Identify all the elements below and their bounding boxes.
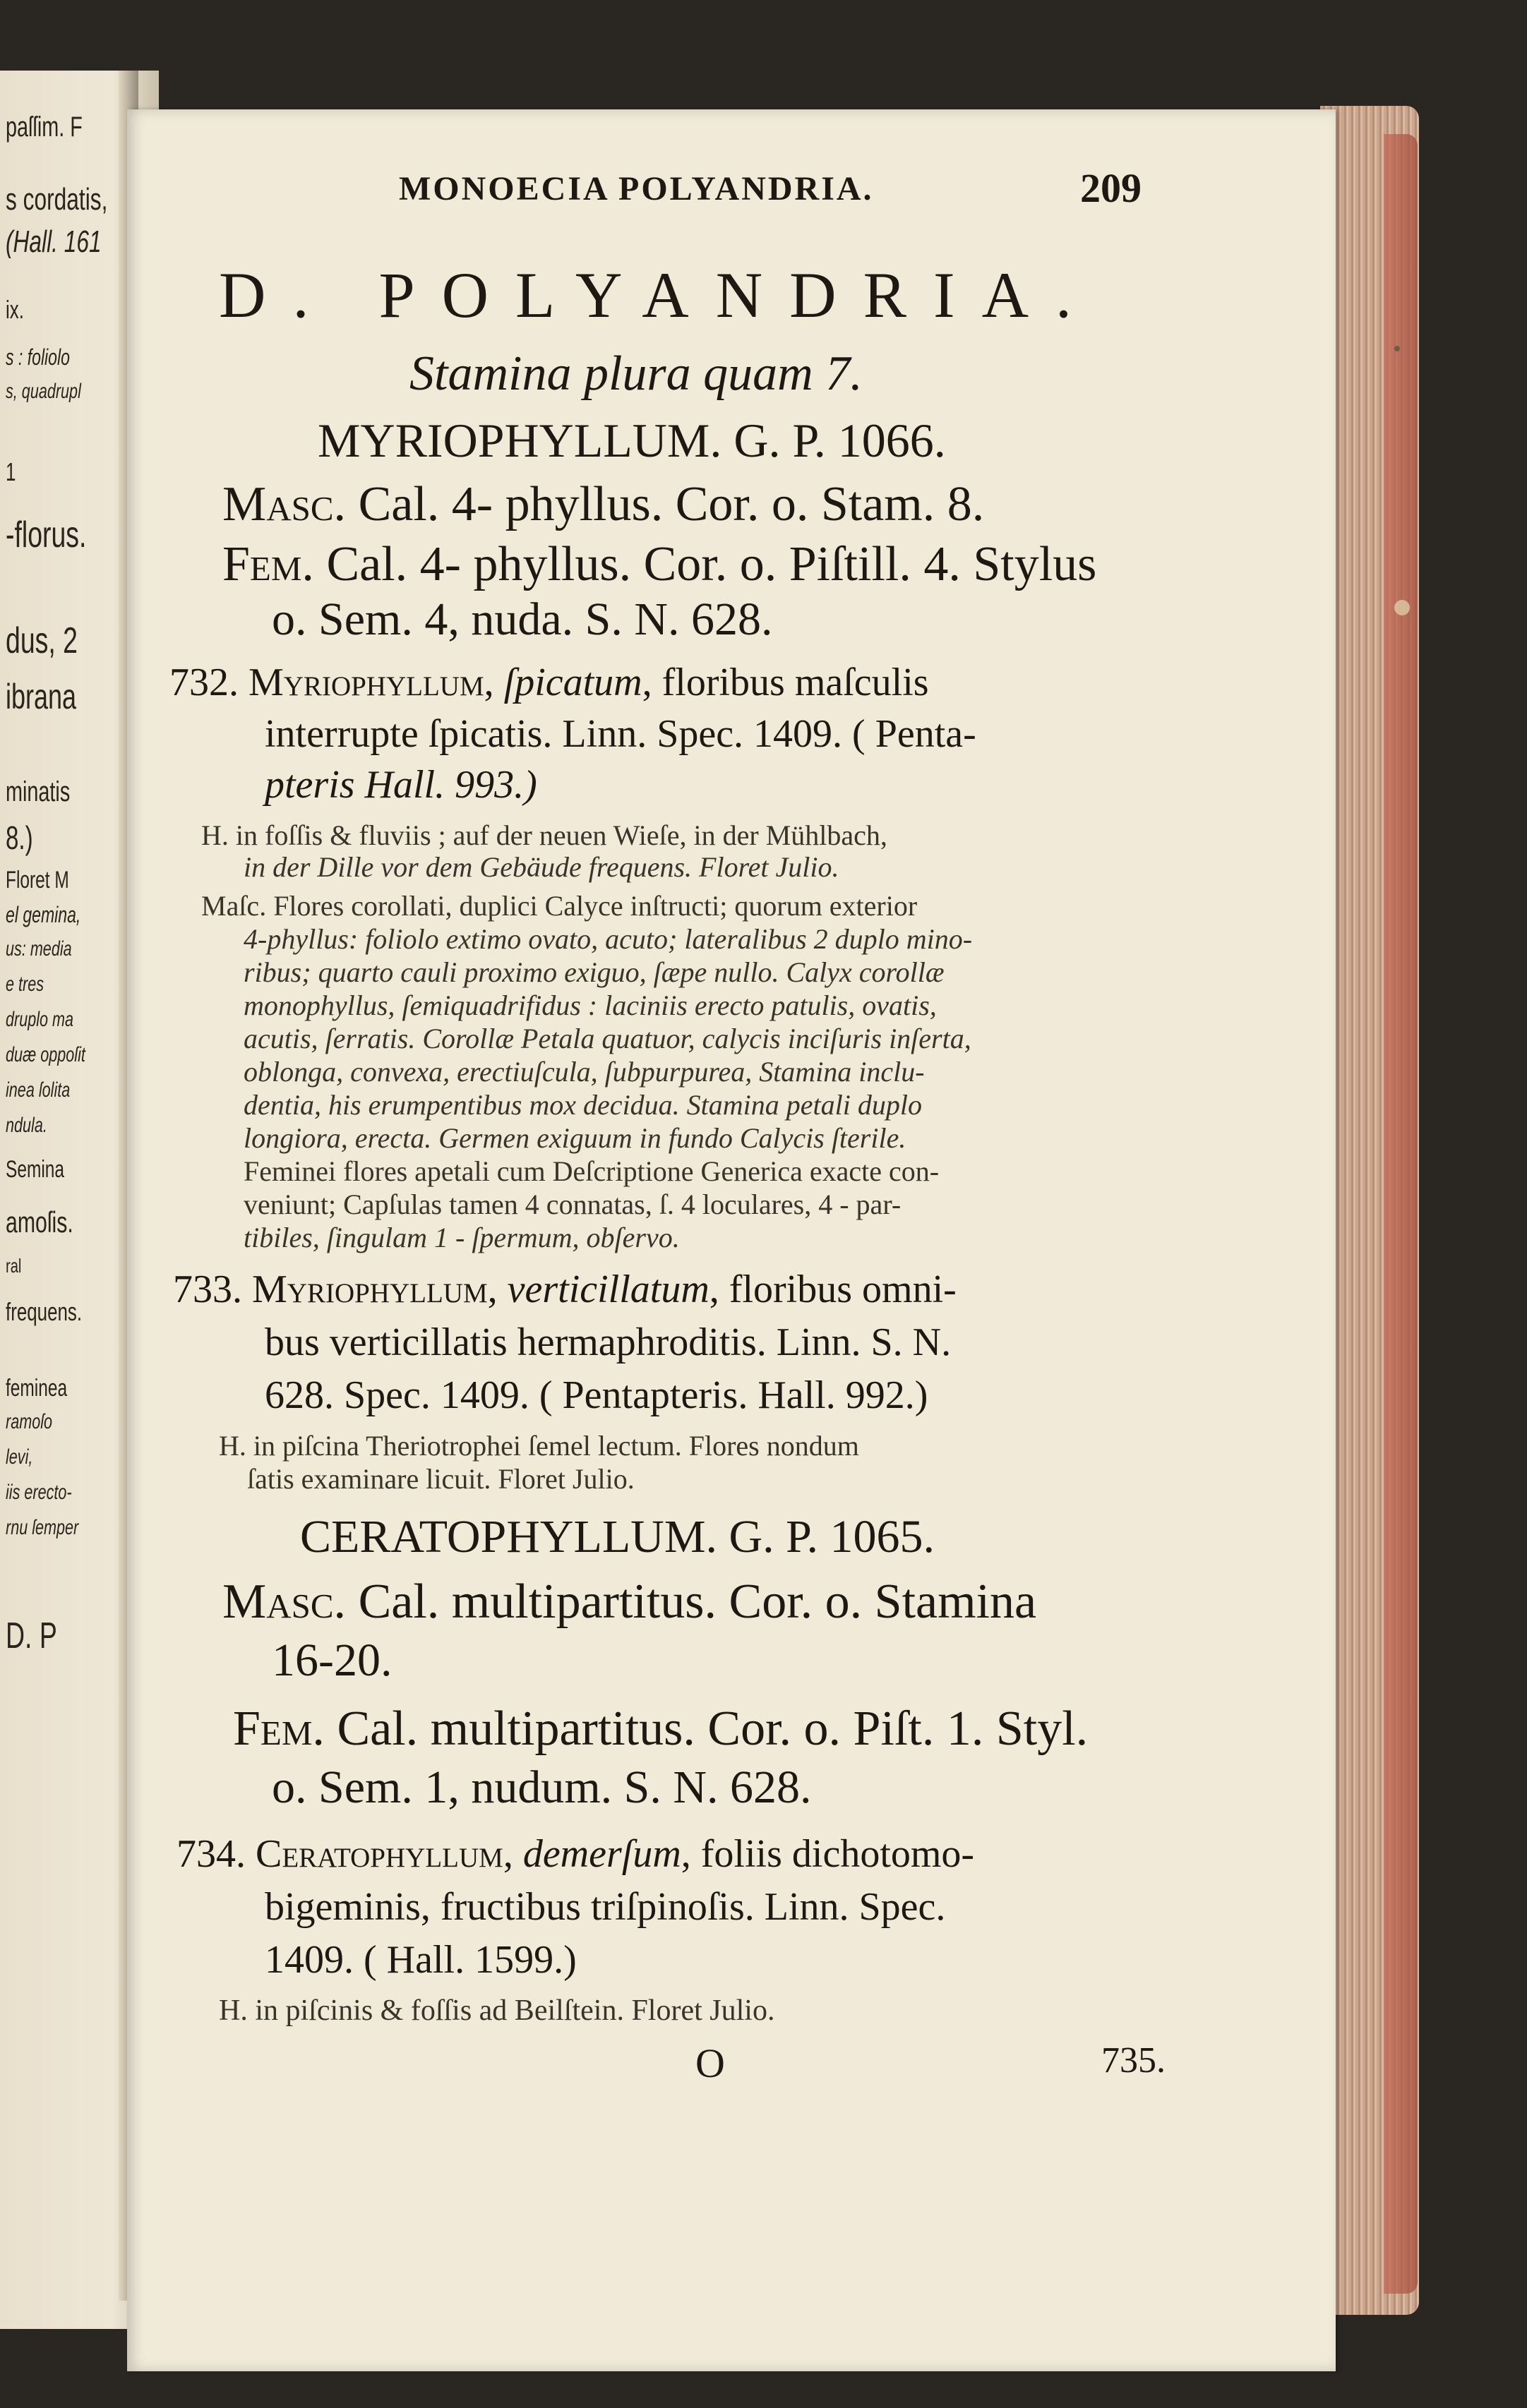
catchword: 735.	[1101, 2040, 1166, 2081]
species-734-line1: 734. Ceratophyllum, demerſum, foliis dichotomo-	[176, 1832, 975, 1876]
ink-dot	[1394, 346, 1400, 351]
species-genus: Myriophyllum	[248, 661, 484, 704]
fem-text: Cal. 4- phyllus. Cor. o. Piſtill. 4. Stylus	[326, 537, 1097, 591]
fem-text: Cal. multipartitus. Cor. o. Piſt. 1. Styl.	[337, 1702, 1089, 1756]
fem-label: Fem.	[233, 1702, 325, 1756]
prev-fragment: amoſis.	[6, 1205, 73, 1239]
current-page	[127, 109, 1336, 2371]
species-732-line1: 732. Myriophyllum, ſpicatum, floribus maſculis	[169, 661, 929, 704]
prev-fragment: levi,	[6, 1445, 33, 1469]
species-number: 734.	[176, 1832, 246, 1876]
prev-fragment: iis erecto-	[6, 1481, 72, 1504]
genus-masc-line	[222, 476, 984, 533]
prev-fragment: 1	[6, 457, 16, 486]
page-number: 209	[1080, 165, 1142, 211]
prev-fragment: s, quadrupl	[6, 380, 81, 403]
prev-fragment: druplo ma	[6, 1008, 74, 1031]
red-page-edges	[1384, 134, 1418, 2294]
description-line: oblonga, convexa, erectiuſcula, ſubpurpurea, Stamina inclu-	[244, 1056, 925, 1088]
prev-fragment: ndula.	[6, 1114, 47, 1137]
species-number: 733.	[173, 1268, 242, 1311]
signature-mark: O	[695, 2040, 725, 2086]
species-genus: Ceratophyllum	[256, 1832, 503, 1876]
prev-fragment: Floret M	[6, 867, 69, 893]
species-733-line1: 733. Myriophyllum, verticillatum, floribus omni-	[173, 1268, 957, 1311]
species-diagnosis: , floribus omni-	[709, 1268, 957, 1311]
species-epithet: verticillatum	[507, 1268, 709, 1311]
species-733-line2: bus verticillatis hermaphroditis. Linn. S. N.	[265, 1320, 952, 1364]
masc-label: Masc.	[222, 1575, 347, 1629]
genus-fem-line	[233, 1701, 1088, 1757]
prev-fragment: minatis	[6, 776, 71, 807]
genus-masc-line-cont: 16-20.	[272, 1635, 393, 1686]
prev-fragment: ramoſo	[6, 1410, 53, 1433]
prev-fragment: duæ oppoſit	[6, 1043, 85, 1066]
prev-fragment: us: media	[6, 937, 72, 961]
section-title: D. POLYANDRIA.	[219, 259, 1099, 331]
description-line: acutis, ſerratis. Corollæ Petala quatuor, calycis inciſuris inſerta,	[244, 1023, 971, 1054]
description-line: tibiles, ſingulam 1 - ſpermum, obſervo.	[244, 1222, 680, 1253]
note-line: H. in piſcina Theriotrophei ſemel lectum. Flores nondum	[219, 1430, 859, 1462]
species-734-line2: bigeminis, fructibus triſpinoſis. Linn. Spec.	[265, 1885, 946, 1929]
genus-heading: CERATOPHYLLUM. G. P. 1065.	[300, 1511, 935, 1563]
prev-fragment: D. P	[6, 1615, 57, 1656]
genus-fem-line-cont: o. Sem. 1, nudum. S. N. 628.	[272, 1762, 812, 1813]
prev-fragment: e tres	[6, 973, 44, 996]
prev-fragment: s cordatis,	[6, 182, 108, 217]
genus-heading: MYRIOPHYLLUM. G. P. 1066.	[318, 414, 946, 467]
description-line: 4-phyllus: foliolo extimo ovato, acuto; lateralibus 2 duplo mino-	[244, 923, 973, 955]
prev-fragment: ix.	[6, 295, 24, 324]
habitat-line: H. in piſcinis & foſſis ad Beilſtein. Floret Julio.	[219, 1994, 775, 2027]
description-line: ribus; quarto cauli proximo exiguo, ſæpe nullo. Calyx corollæ	[244, 956, 945, 988]
species-732-line2: interrupte ſpicatis. Linn. Spec. 1409. ( Penta-	[265, 712, 976, 756]
description-line: monophyllus, ſemiquadrifidus : laciniis erecto patulis, ovatis,	[244, 989, 937, 1021]
running-header: MONOECIA POLYANDRIA.	[399, 170, 874, 207]
genus-fem-line-cont: o. Sem. 4, nuda. S. N. 628.	[272, 594, 773, 645]
description-line: dentia, his erumpentibus mox decidua. Stamina petali duplo	[244, 1089, 922, 1121]
species-diagnosis: , floribus maſculis	[642, 661, 929, 704]
prev-fragment: frequens.	[6, 1297, 83, 1326]
prev-fragment: dus, 2	[6, 620, 78, 661]
description-line: veniunt; Capſulas tamen 4 connatas, ſ. 4 loculares, 4 - par-	[244, 1188, 902, 1220]
prev-fragment: -florus.	[6, 514, 87, 555]
genus-fem-line	[222, 536, 1096, 593]
genus-masc-line	[222, 1574, 1036, 1630]
note-line: ſatis examinare licuit. Floret Julio.	[247, 1463, 635, 1495]
description-line: longiora, erecta. Germen exiguum in fundo Calycis ſterile.	[244, 1122, 906, 1154]
prev-fragment: 8.)	[6, 819, 33, 856]
section-subtitle: Stamina plura quam 7.	[409, 347, 863, 401]
species-number: 732.	[169, 661, 239, 704]
habitat-line: H. in foſſis & fluviis ; auf der neuen Wieſe, in der Mühlbach,	[201, 819, 887, 851]
species-732-line3: pteris Hall. 993.)	[265, 763, 537, 807]
prev-fragment: ibrana	[6, 677, 77, 716]
species-diagnosis: , foliis dichotomo-	[681, 1832, 975, 1876]
species-734-line3: 1409. ( Hall. 1599.)	[265, 1938, 577, 1982]
masc-label: Masc.	[222, 477, 347, 531]
prev-fragment: Semina	[6, 1156, 65, 1183]
prev-fragment: ral	[6, 1255, 22, 1277]
masc-text: Cal. multipartitus. Cor. o. Stamina	[358, 1575, 1037, 1629]
species-genus: Myriophyllum	[252, 1268, 488, 1311]
species-epithet: demerſum	[522, 1832, 681, 1876]
masc-text: Cal. 4- phyllus. Cor. o. Stam. 8.	[358, 477, 985, 531]
species-epithet: ſpicatum	[503, 661, 642, 704]
prev-fragment: rnu ſemper	[6, 1516, 79, 1539]
species-733-line3: 628. Spec. 1409. ( Pentapteris. Hall. 992.)	[265, 1373, 928, 1417]
description-line: Feminei flores apetali cum Deſcriptione Generica exacte con-	[244, 1155, 940, 1187]
prev-fragment: s : foliolo	[6, 344, 70, 370]
prev-fragment: (Hall. 161	[6, 224, 102, 259]
prev-fragment: feminea	[6, 1375, 68, 1402]
prev-fragment: inea ſolita	[6, 1078, 71, 1102]
habitat-line: in der Dille vor dem Gebäude frequens. Floret Julio.	[244, 851, 839, 883]
description-line: Maſc. Flores corollati, duplici Calyce inſtructi; quorum exterior	[201, 890, 918, 922]
prev-fragment: paſſim. F	[6, 112, 83, 143]
prev-fragment: el gemina,	[6, 902, 81, 927]
paper-stain	[1394, 600, 1410, 615]
fem-label: Fem.	[222, 537, 314, 591]
